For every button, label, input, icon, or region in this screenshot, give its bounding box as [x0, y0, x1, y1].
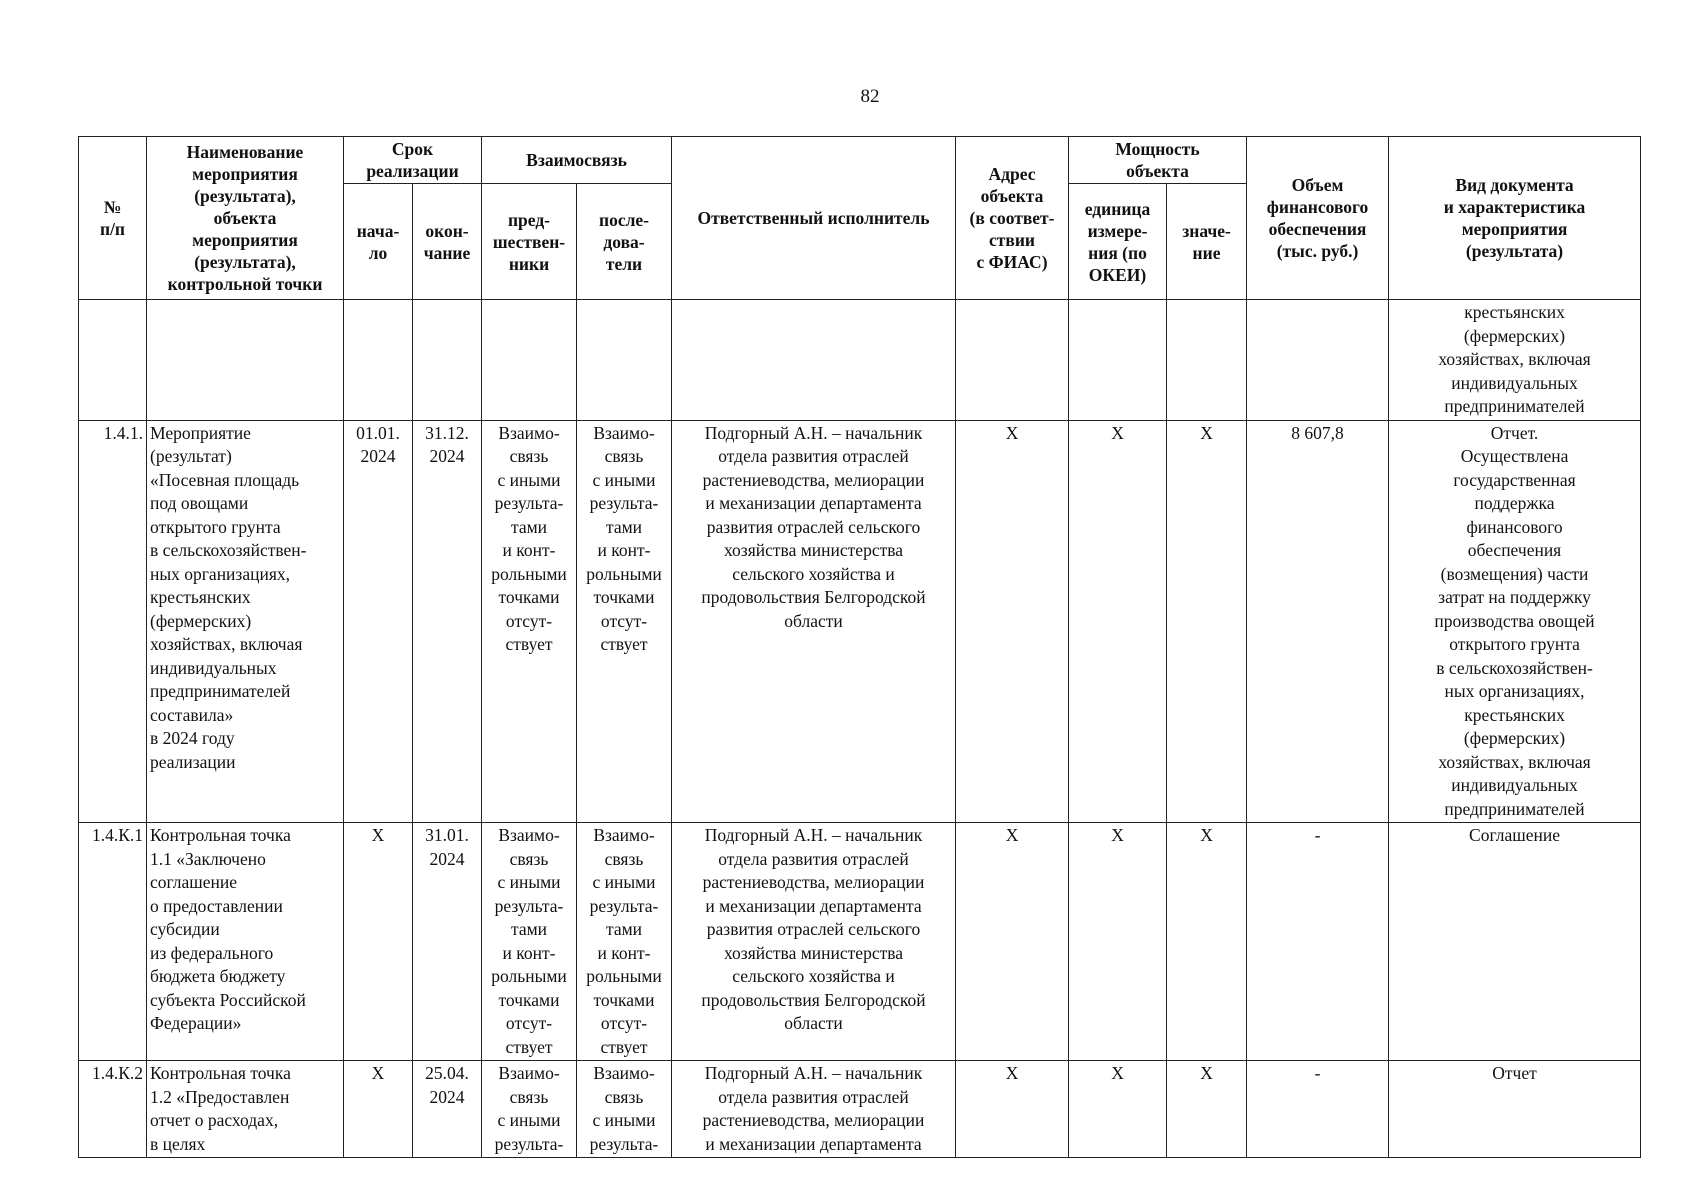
cell-responsible: Подгорный А.Н. – начальник отдела развития отраслей растениеводства, мелиорации и механизации департамента развития отраслей сельского хозяйства министерства сельского хозяйства и продовольствия Белгородской области [672, 420, 956, 823]
cell-predecessors: Взаимо- связь с иными результа- тами и конт- рольными точками отсут- ствует [482, 420, 577, 823]
cell-name: Мероприятие (результат) «Посевная площадь под овощами открытого грунта в сельскохозяйствен- ных организациях, крестьянских (фермерских) хозяйствах, включая индивидуальных предпринимателей составила» в 2024 году реализации [147, 420, 344, 823]
cell-address: X [956, 420, 1069, 823]
cell-empty [344, 300, 413, 421]
header-unit: единица измере- ния (по ОКЕИ) [1069, 184, 1167, 300]
header-predecessors: пред- шествен- ники [482, 184, 577, 300]
cell-finance: 8 607,8 [1247, 420, 1389, 823]
header-successors: после- дова- тели [577, 184, 672, 300]
cell-successors: Взаимо- связь с иными результа- тами и конт- рольными точками отсут- ствует [577, 420, 672, 823]
header-num: № п/п [79, 137, 147, 300]
cell-doc-type: Соглашение [1389, 823, 1641, 1061]
cell-num: 1.4.1. [79, 420, 147, 823]
cell-unit: X [1069, 1061, 1167, 1158]
cell-value: X [1167, 1061, 1247, 1158]
cell-empty [577, 300, 672, 421]
cell-unit: X [1069, 420, 1167, 823]
cell-finance: - [1247, 823, 1389, 1061]
header-start: нача- ло [344, 184, 413, 300]
cell-doc-type: Отчет. Осуществлена государственная поддержка финансового обеспечения (возмещения) части затрат на поддержку производства овощей открытого грунта в сельскохозяйствен- ных организациях, крестьянских (фермерских) хозяйствах, включая индивидуальных предпринимателей [1389, 420, 1641, 823]
cell-unit: X [1069, 823, 1167, 1061]
header-finance: Объем финансового обеспечения (тыс. руб.) [1247, 137, 1389, 300]
cell-end: 31.12. 2024 [413, 420, 482, 823]
cell-empty [1247, 300, 1389, 421]
cell-empty [1167, 300, 1247, 421]
header-responsible: Ответственный исполнитель [672, 137, 956, 300]
header-doc-type: Вид документа и характеристика мероприятия (результата) [1389, 137, 1641, 300]
table-row [79, 420, 1641, 823]
cell-empty [413, 300, 482, 421]
cell-address: X [956, 823, 1069, 1061]
activity-plan-table [78, 136, 1641, 1158]
cell-predecessors: Взаимо- связь с иными результа- тами и конт- рольными точками отсут- ствует [482, 823, 577, 1061]
cell-empty [672, 300, 956, 421]
cell-name: Контрольная точка 1.1 «Заключено соглашение о предоставлении субсидии из федерального бюджета бюджету субъекта Российской Федерации» [147, 823, 344, 1061]
header-value: значе- ние [1167, 184, 1247, 300]
cell-num: 1.4.К.2 [79, 1061, 147, 1158]
cell-end: 25.04. 2024 [413, 1061, 482, 1158]
cell-responsible: Подгорный А.Н. – начальник отдела развития отраслей растениеводства, мелиорации и механизации департамента развития отраслей сельского хозяйства министерства сельского хозяйства и продовольствия Белгородской области [672, 823, 956, 1061]
header-name: Наименование мероприятия (результата), объекта мероприятия (результата), контрольной точки [147, 137, 344, 300]
cell-finance: - [1247, 1061, 1389, 1158]
cell-responsible: Подгорный А.Н. – начальник отдела развития отраслей растениеводства, мелиорации и механизации департамента [672, 1061, 956, 1158]
cell-value: X [1167, 823, 1247, 1061]
header-period: Срок реализации [344, 137, 482, 184]
table-row [79, 1061, 1641, 1158]
cell-empty [147, 300, 344, 421]
cell-doc-type: Отчет [1389, 1061, 1641, 1158]
cell-doc-type: крестьянских (фермерских) хозяйствах, включая индивидуальных предпринимателей [1389, 300, 1641, 421]
header-relation: Взаимосвязь [482, 137, 672, 184]
page-number: 82 [860, 86, 880, 107]
cell-empty [79, 300, 147, 421]
cell-predecessors: Взаимо- связь с иными результа- [482, 1061, 577, 1158]
table-row [79, 823, 1641, 1061]
header-address: Адрес объекта (в соответ- ствии с ФИАС) [956, 137, 1069, 300]
cell-empty [956, 300, 1069, 421]
cell-name: Контрольная точка 1.2 «Предоставлен отчет о расходах, в целях [147, 1061, 344, 1158]
cell-num: 1.4.К.1 [79, 823, 147, 1061]
cell-start: 01.01. 2024 [344, 420, 413, 823]
cell-start: X [344, 823, 413, 1061]
header-capacity: Мощность объекта [1069, 137, 1247, 184]
cell-start: X [344, 1061, 413, 1158]
cell-successors: Взаимо- связь с иными результа- тами и конт- рольными точками отсут- ствует [577, 823, 672, 1061]
cell-end: 31.01. 2024 [413, 823, 482, 1061]
cell-value: X [1167, 420, 1247, 823]
cell-empty [482, 300, 577, 421]
continuation-row [79, 300, 1641, 421]
header-end: окон- чание [413, 184, 482, 300]
cell-address: X [956, 1061, 1069, 1158]
cell-successors: Взаимо- связь с иными результа- [577, 1061, 672, 1158]
cell-empty [1069, 300, 1167, 421]
